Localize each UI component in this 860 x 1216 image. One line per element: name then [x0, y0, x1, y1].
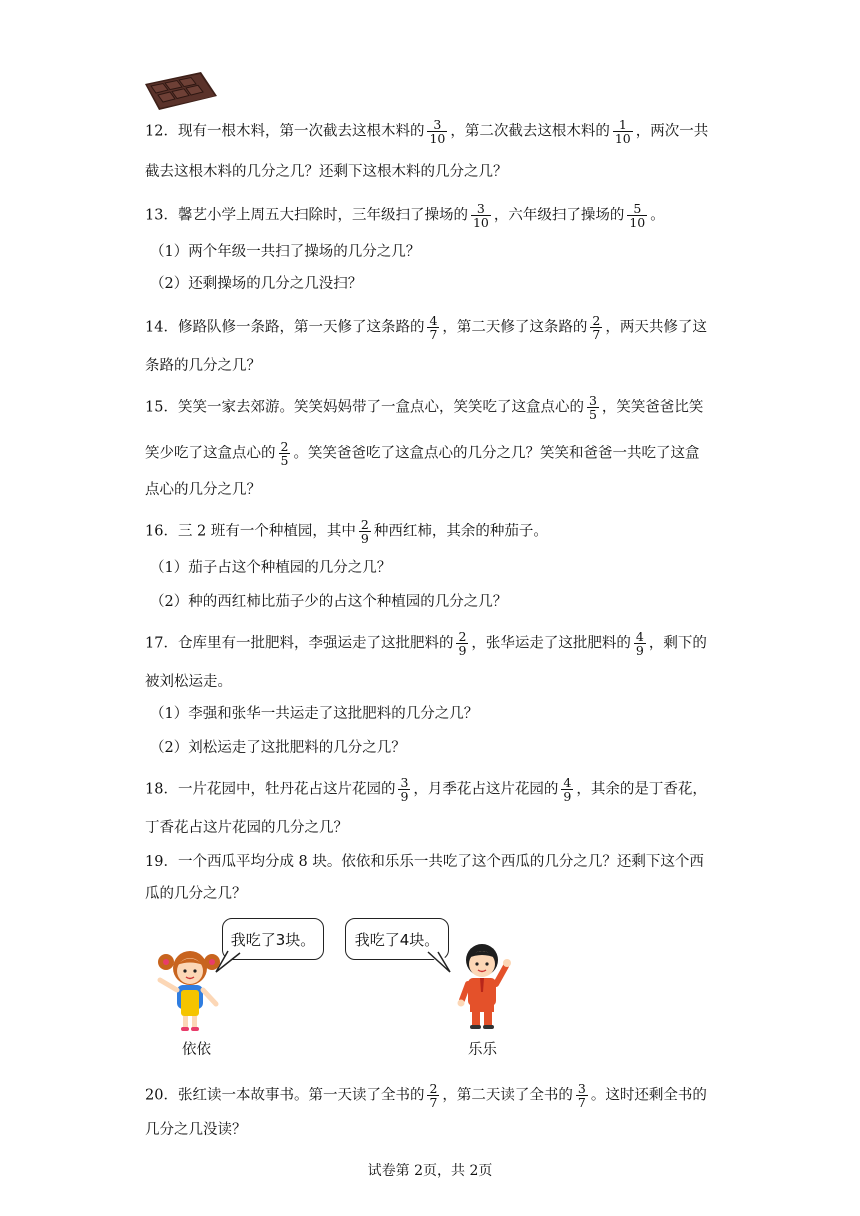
fraction-numerator: 2	[280, 439, 289, 454]
fraction	[279, 440, 291, 467]
fraction-denominator: 9	[458, 643, 467, 658]
fraction-numerator: 5	[633, 201, 642, 216]
problem-15-text: 。笑笑爸爸吃了这盒点心的几分之几？笑笑和爸爸一共吃了这盒	[293, 445, 700, 462]
problem-16-question-2: （2）种的西红柿比茄子少的占这个种植园的几分之几？	[150, 594, 508, 610]
problem-12-text: ，两次一共	[635, 123, 709, 140]
fraction-denominator: 7	[429, 327, 438, 342]
problem-14-number: 14．	[145, 319, 178, 336]
fraction-denominator: 10	[629, 215, 646, 230]
problem-12-text: 现有一根木料，第一次截去这根木料的	[177, 123, 425, 140]
speech-bubble-tail-boy	[420, 950, 454, 974]
fraction	[590, 314, 602, 341]
problem-12-number: 12．	[145, 123, 178, 140]
fraction	[627, 202, 647, 229]
problem-15-text: 笑笑一家去郊游。笑笑妈妈带了一盒点心，笑笑吃了这盒点心的	[177, 399, 584, 416]
problem-13-question-1: （1）两个年级一共扫了操场的几分之几？	[150, 244, 421, 260]
girl-cartoon-image	[150, 938, 230, 1034]
speech-bubble-text: 我吃了3块。	[230, 930, 316, 949]
problem-17-question-2: （2）刘松运走了这批肥料的几分之几？	[150, 740, 406, 756]
problem-15-line-1	[145, 394, 703, 421]
fraction-numerator: 3	[588, 393, 597, 408]
problem-19-number: 19．	[145, 854, 178, 870]
fraction	[427, 118, 447, 145]
girl-name-label: 依依	[182, 1042, 211, 1058]
problem-17-line-2: 被刘松运走。	[145, 674, 232, 690]
fraction-denominator: 9	[635, 643, 644, 658]
fraction	[456, 630, 468, 657]
problem-17-number: 17．	[145, 635, 178, 652]
boy-cartoon-image	[450, 936, 524, 1032]
fraction-denominator: 10	[429, 131, 446, 146]
problem-18-line-2: 丁香花占这片花园的几分之几？	[145, 820, 348, 836]
fraction-numerator: 2	[458, 629, 467, 644]
problem-14-text: ，两天共修了这	[605, 319, 707, 336]
problem-18-line-1	[145, 776, 707, 803]
fraction	[471, 202, 491, 229]
problem-19-text: 一个西瓜平均分成 8 块。依依和乐乐一共吃了这个西瓜的几分之几？还剩下这个西	[177, 854, 704, 870]
problem-14-text: ，第二天修了这条路的	[442, 319, 588, 336]
fraction-numerator: 2	[360, 517, 369, 532]
fraction-numerator: 3	[400, 775, 409, 790]
problem-19-line-1	[145, 852, 704, 872]
problem-20-number: 20．	[145, 1087, 178, 1104]
problem-16-question-1: （1）茄子占这个种植园的几分之几？	[150, 560, 392, 576]
problem-13-question-2: （2）还剩操场的几分之几没扫？	[150, 276, 363, 292]
fraction-numerator: 4	[429, 313, 438, 328]
problem-15-text: 笑少吃了这盒点心的	[145, 445, 276, 462]
problem-16-text: 种西红柿，其余的种茄子。	[373, 523, 548, 540]
fraction-denominator: 7	[592, 327, 601, 342]
problem-17-question-1: （1）李强和张华一共运走了这批肥料的几分之几？	[150, 706, 479, 722]
problem-17-text: 仓库里有一批肥料，李强运走了这批肥料的	[177, 635, 454, 652]
problem-14-line-1	[145, 314, 707, 341]
page-footer: 试卷第 2页，共 2页	[367, 1163, 493, 1179]
fraction-numerator: 4	[635, 629, 644, 644]
problem-18-text: ，其余的是丁香花，	[576, 781, 707, 798]
problem-13-number: 13．	[145, 207, 178, 224]
problem-13-line-1	[145, 202, 665, 229]
fraction-numerator: 4	[563, 775, 572, 790]
fraction-numerator: 2	[429, 1081, 438, 1096]
problem-15-number: 15．	[145, 399, 178, 416]
fraction-denominator: 7	[429, 1095, 438, 1110]
fraction-denominator: 9	[400, 789, 409, 804]
problem-16-text: 三 2 班有一个种植园，其中	[177, 523, 356, 540]
problem-17-text: ，张华运走了这批肥料的	[471, 635, 631, 652]
problem-18-text: ，月季花占这片花园的	[413, 781, 559, 798]
problem-20-text: 。这时还剩全书的	[590, 1087, 707, 1104]
problem-17-text: ，剩下的	[648, 635, 707, 652]
problem-19-line-2: 瓜的几分之几？	[145, 886, 247, 902]
fraction-numerator: 1	[618, 117, 627, 132]
problem-15-text: ，笑笑爸爸比笑	[601, 399, 704, 416]
problem-15-line-2	[145, 440, 699, 467]
problem-13-text: 馨艺小学上周五大扫除时，三年级扫了操场的	[177, 207, 468, 224]
fraction-denominator: 7	[577, 1095, 586, 1110]
problem-17-line-1	[145, 630, 707, 657]
fraction-denominator: 5	[588, 407, 597, 422]
problem-18-text: 一片花园中，牡丹花占这片花园的	[177, 781, 396, 798]
problem-16-number: 16．	[145, 523, 178, 540]
problem-12-text: ，第二次截去这根木料的	[450, 123, 610, 140]
problem-15-line-3: 点心的几分之几？	[145, 482, 261, 498]
fraction-numerator: 3	[433, 117, 442, 132]
fraction	[427, 1082, 439, 1109]
fraction-denominator: 10	[472, 215, 489, 230]
fraction	[359, 518, 371, 545]
problem-20-text: ，第二天读了全书的	[442, 1087, 573, 1104]
problem-12-line-1	[145, 118, 708, 145]
problem-12-line-2: 截去这根木料的几分之几？还剩下这根木料的几分之几？	[145, 164, 508, 180]
fraction	[613, 118, 633, 145]
boy-name-label: 乐乐	[468, 1042, 497, 1058]
fraction	[398, 776, 410, 803]
problem-13-text: ，六年级扫了操场的	[493, 207, 625, 224]
problem-16-line-1	[145, 518, 548, 545]
problem-13-text: 。	[650, 207, 665, 224]
speech-bubble-text: 我吃了4块。	[354, 930, 440, 949]
fraction-denominator: 10	[614, 131, 631, 146]
problem-18-number: 18．	[145, 781, 178, 798]
fraction-denominator: 5	[280, 453, 289, 468]
fraction-numerator: 3	[476, 201, 485, 216]
fraction	[576, 1082, 588, 1109]
fraction	[561, 776, 573, 803]
problem-20-line-1	[145, 1082, 707, 1109]
fraction-denominator: 9	[563, 789, 572, 804]
fraction	[587, 394, 599, 421]
fraction	[427, 314, 439, 341]
fraction-numerator: 2	[592, 313, 601, 328]
problem-14-line-2: 条路的几分之几？	[145, 358, 261, 374]
problem-14-text: 修路队修一条路，第一天修了这条路的	[177, 319, 425, 336]
fraction-denominator: 9	[360, 531, 369, 546]
fraction	[634, 630, 646, 657]
chocolate-bar-image	[143, 70, 219, 112]
problem-20-text: 张红读一本故事书。第一天读了全书的	[177, 1087, 425, 1104]
fraction-numerator: 3	[577, 1081, 586, 1096]
problem-20-line-2: 几分之几没读？	[145, 1122, 247, 1138]
